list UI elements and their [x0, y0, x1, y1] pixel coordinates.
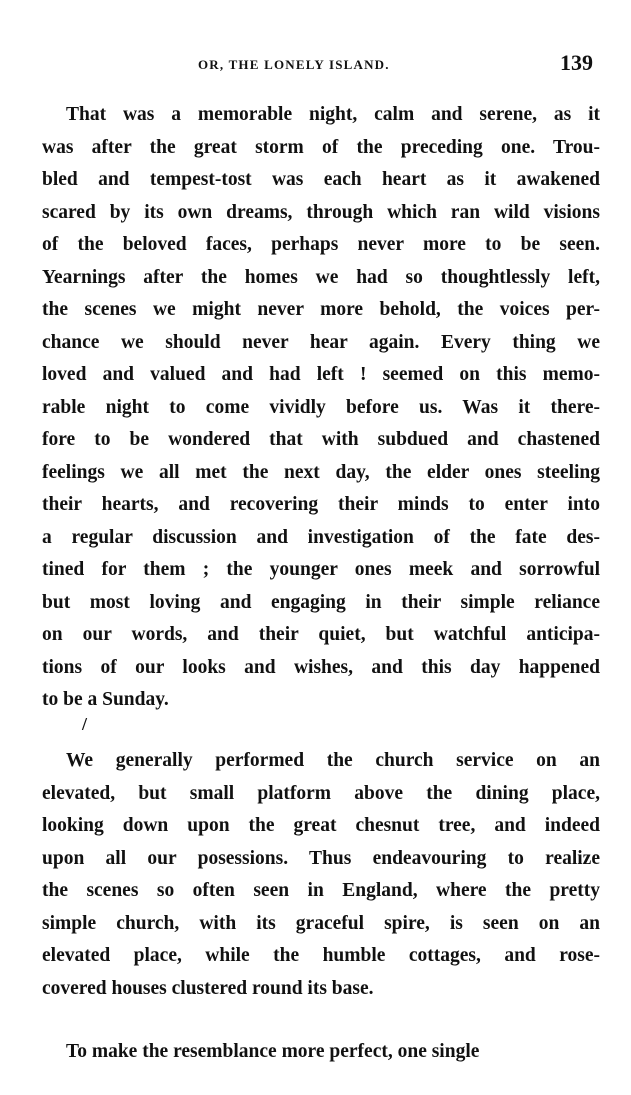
text-line: the scenes so often seen in England, where the pretty [42, 880, 600, 901]
text-line: their hearts, and recovering their minds to enter into [42, 494, 600, 515]
text-line: on our words, and their quiet, but watchful anticipa- [42, 624, 600, 645]
text-line: upon all our posessions. Thus endeavouring to realize [42, 847, 600, 869]
text-line: a regular discussion and investigation of the fate des- [42, 526, 600, 548]
text-line: That was a memorable night, calm and serene, as it [66, 104, 600, 125]
text-line: fore to be wondered that with subdued and chastened [42, 429, 600, 450]
paragraph-2 [42, 745, 600, 1005]
text-line: tions of our looks and wishes, and this day happened [42, 656, 600, 678]
paragraph-3 [42, 1036, 600, 1069]
text-line: was after the great storm of the preceding one. Trou- [42, 136, 600, 158]
text-line: the scenes we might never more behold, the voices per- [42, 299, 600, 320]
paragraph-1 [42, 99, 600, 717]
text-line: bled and tempest-tost was each heart as it awakened [42, 169, 600, 190]
text-line: simple church, with its graceful spire, is seen on an [42, 912, 600, 934]
text-line: scared by its own dreams, through which ran wild visions [42, 201, 600, 223]
text-line: We generally performed the church service on an [66, 750, 600, 771]
text-line: looking down upon the great chesnut tree, and indeed [42, 815, 600, 836]
text-line: of the beloved faces, perhaps never more to be seen. [42, 234, 600, 255]
text-line: elevated place, while the humble cottages, and rose- [42, 945, 600, 966]
text-line: tined for them ; the younger ones meek and sorrowful [42, 559, 600, 580]
text-line: loved and valued and had left ! seemed on this memo- [42, 364, 600, 385]
text-line: Yearnings after the homes we had so thoughtlessly left, [42, 266, 600, 288]
page-number: 139 [560, 50, 593, 75]
text-line: feelings we all met the next day, the elder ones steeling [42, 461, 600, 483]
handwritten-mark: / [82, 714, 88, 734]
text-line: To make the resemblance more perfect, one single [66, 1041, 480, 1062]
text-line: but most loving and engaging in their simple reliance [42, 591, 600, 613]
running-title: OR, THE LONELY ISLAND. [198, 57, 390, 72]
text-line: to be a Sunday. [42, 689, 169, 710]
text-line: elevated, but small platform above the dining place, [42, 782, 600, 804]
text-line: chance we should never hear again. Every thing we [42, 331, 600, 353]
text-line: rable night to come vividly before us. Was it there- [42, 396, 600, 418]
text-line: covered houses clustered round its base. [42, 977, 374, 999]
